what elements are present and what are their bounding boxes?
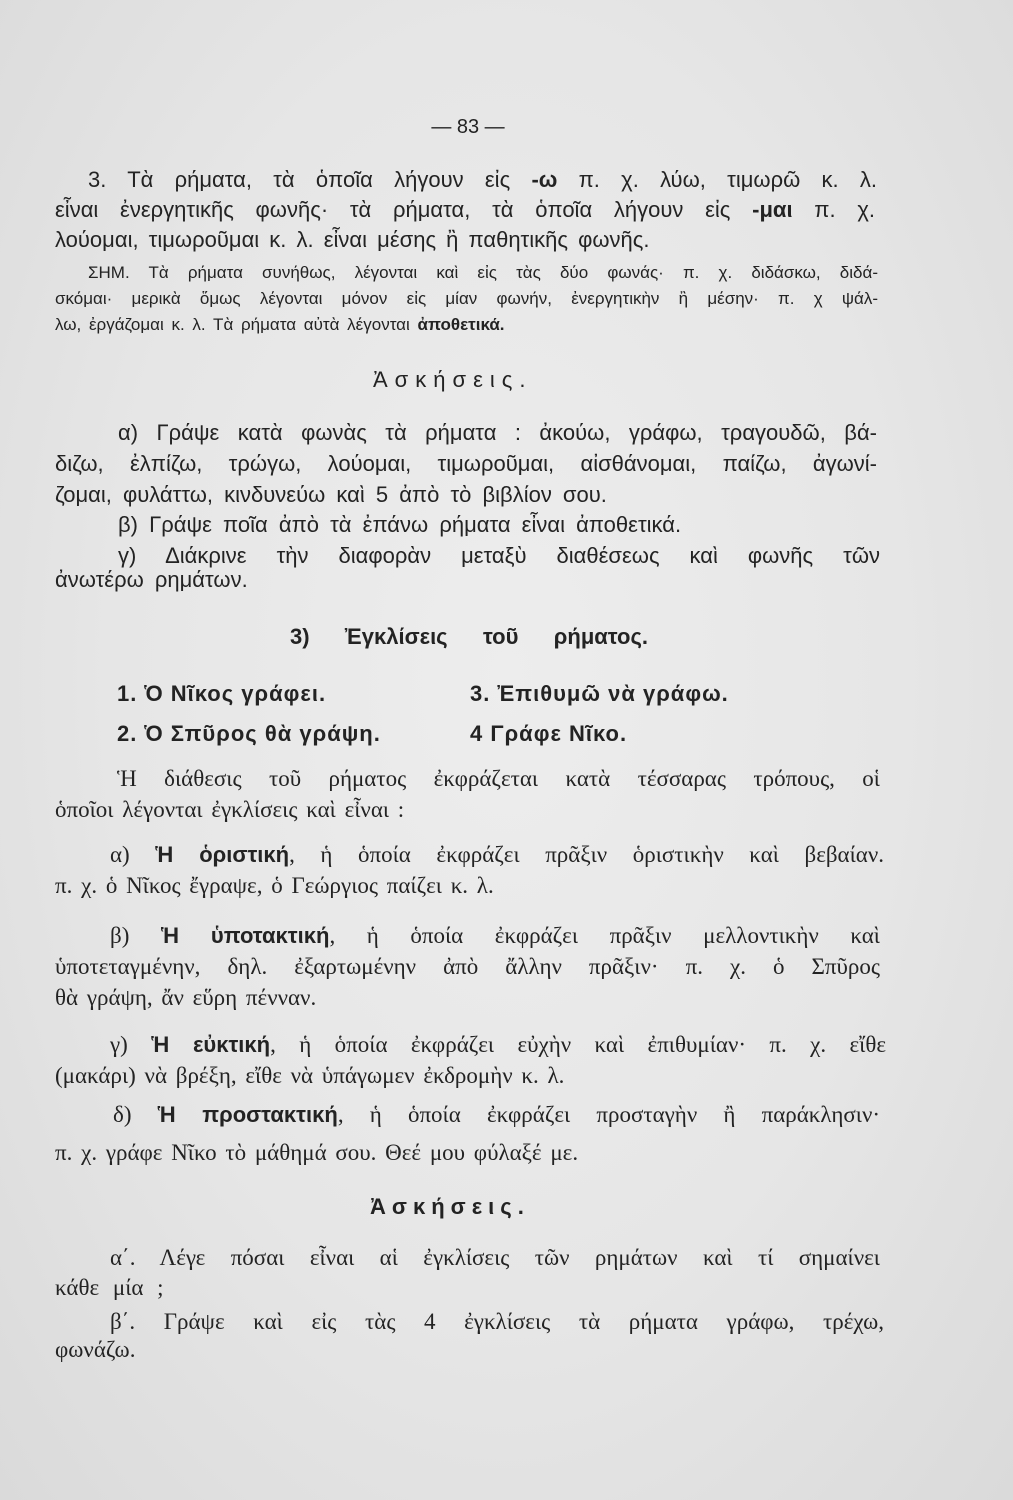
- voice-rule-text: π. χ. λύω, τιμωρῶ κ. λ.: [557, 167, 878, 192]
- mood-subjunctive-line: θὰ γράψη, ἄν εὕρη πένναν.: [55, 985, 317, 1010]
- active-ending: -ω: [531, 167, 558, 192]
- mood-term: Ἡ εὐκτική: [151, 1032, 271, 1057]
- example-sentence: 1. Ὁ Νῖκος γράφει.: [117, 681, 327, 706]
- mood-imperative-line: [113, 1101, 880, 1129]
- middle-ending: -μαι: [752, 197, 793, 222]
- voice-rule-text: εἶναι ἐνεργητικῆς φωνῆς· τὰ ρήματα, τὰ ὁποῖα λήγουν εἰς: [55, 197, 753, 222]
- mood-indicative-line: π. χ. ὁ Νῖκος ἔγραψε, ὁ Γεώργιος παίζει κ. λ.: [55, 873, 494, 898]
- mood-label: γ): [110, 1032, 152, 1057]
- mood-text: , ἡ ὁποία ἐκφράζει προσταγὴν ἢ παράκλησιν·: [337, 1102, 880, 1127]
- mood-label: α): [110, 842, 156, 867]
- intro-line: ὁποῖοι λέγονται ἐγκλίσεις καὶ εἶναι :: [55, 797, 405, 822]
- mood-text: , ἡ ὁποία ἐκφράζει πρᾶξιν ὁριστικὴν καὶ βεβαίαν.: [289, 842, 884, 867]
- mood-term: Ἡ ὑποτακτική: [160, 923, 330, 948]
- note-line: ΣΗΜ. Τὰ ρήματα συνήθως, λέγονται καὶ εἰς τὰς δύο φωνάς· π. χ. διδάσκω, διδά-: [88, 263, 878, 282]
- mood-label: δ): [113, 1102, 158, 1127]
- voice-rule-line: λούομαι, τιμωροῦμαι κ. λ. εἶναι μέσης ἢ παθητικῆς φωνῆς.: [55, 227, 650, 252]
- note-text: λω, ἐργάζομαι κ. λ. Τὰ ρήματα αὐτὰ λέγονται: [55, 315, 418, 334]
- exercises-heading: Ἀσκήσεις.: [370, 1194, 530, 1219]
- note-line: [55, 314, 505, 336]
- mood-text: , ἡ ὁποία ἐκφράζει πρᾶξιν μελλοντικὴν καὶ: [329, 923, 880, 948]
- example-sentence: 2. Ὁ Σπῦρος θὰ γράψη.: [117, 721, 381, 746]
- voice-rule-text: π. χ.: [792, 197, 875, 222]
- mood-term: Ἡ προστακτική: [157, 1102, 338, 1127]
- mood-imperative-line: π. χ. γράφε Νῖκο τὸ μάθημά σου. Θεέ μου φύλαξέ με.: [55, 1140, 579, 1165]
- exercise-line: α΄. Λέγε πόσαι εἶναι αἱ ἐγκλίσεις τῶν ρημάτων καὶ τί σημαίνει: [110, 1245, 880, 1270]
- mood-subjunctive-line: [110, 922, 880, 950]
- mood-optative-line: [110, 1031, 886, 1059]
- exercise-line: β΄. Γράψε καὶ εἰς τὰς 4 ἐγκλίσεις τὰ ρήματα γράφω, τρέχω,: [110, 1309, 884, 1334]
- mood-indicative-line: [110, 841, 884, 869]
- page-number: — 83 —: [431, 116, 505, 138]
- exercise-line: κάθε μία ;: [55, 1275, 164, 1300]
- mood-term: Ἡ ὁριστική: [155, 842, 290, 867]
- exercise-line: α) Γράψε κατὰ φωνὰς τὰ ρήματα : ἀκούω, γράφω, τραγουδῶ, βά-: [118, 420, 877, 445]
- deponent-term: ἀποθετικά.: [417, 315, 505, 334]
- mood-text: , ἡ ὁποία ἐκφράζει εὐχὴν καὶ ἐπιθυμίαν· π. χ. εἴθε: [270, 1032, 886, 1057]
- example-sentence: 4 Γράφε Νῖκο.: [470, 721, 628, 746]
- note-line: σκόμαι· μερικὰ ὅμως λέγονται μόνον εἰς μίαν φωνήν, ἐνεργητικὴν ἢ μέσην· π. χ ψάλ-: [55, 289, 878, 308]
- voice-rule-line: [88, 166, 877, 194]
- mood-subjunctive-line: ὑποτεταγμένην, δηλ. ἐξαρτωμένην ἀπὸ ἄλλην πρᾶξιν· π. χ. ὁ Σπῦρος: [55, 954, 880, 979]
- section-heading: 3) Ἐγκλίσεις τοῦ ρήματος.: [290, 624, 648, 649]
- voice-rule-line: [55, 196, 875, 224]
- example-sentence: 3. Ἐπιθυμῶ νὰ γράφω.: [470, 681, 729, 706]
- mood-label: β): [110, 923, 161, 948]
- exercise-line: φωνάζω.: [55, 1337, 136, 1362]
- intro-line: Ἡ διάθεσις τοῦ ρήματος ἐκφράζεται κατὰ τέσσαρας τρόπους, οἱ: [117, 766, 880, 791]
- mood-optative-line: (μακάρι) νὰ βρέξη, εἴθε νὰ ὑπάγωμεν ἐκδρομὴν κ. λ.: [55, 1063, 565, 1088]
- exercise-line: διζω, ἐλπίζω, τρώγω, λούομαι, τιμωροῦμαι, αἰσθάνομαι, παίζω, ἀγωνί-: [55, 451, 877, 476]
- exercise-line: γ) Διάκρινε τὴν διαφορὰν μεταξὺ διαθέσεως καὶ φωνῆς τῶν: [118, 543, 880, 568]
- exercise-line: β) Γράψε ποῖα ἀπὸ τὰ ἐπάνω ρήματα εἶναι ἀποθετικά.: [118, 512, 682, 537]
- exercise-line: ζομαι, φυλάττω, κινδυνεύω καὶ 5 ἀπὸ τὸ βιβλίον σου.: [55, 482, 607, 507]
- exercise-line: ἀνωτέρω ρημάτων.: [55, 567, 248, 592]
- exercises-heading: Ἀσκήσεις.: [373, 367, 533, 392]
- voice-rule-text: 3. Τὰ ρήματα, τὰ ὁποῖα λήγουν εἰς: [88, 167, 532, 192]
